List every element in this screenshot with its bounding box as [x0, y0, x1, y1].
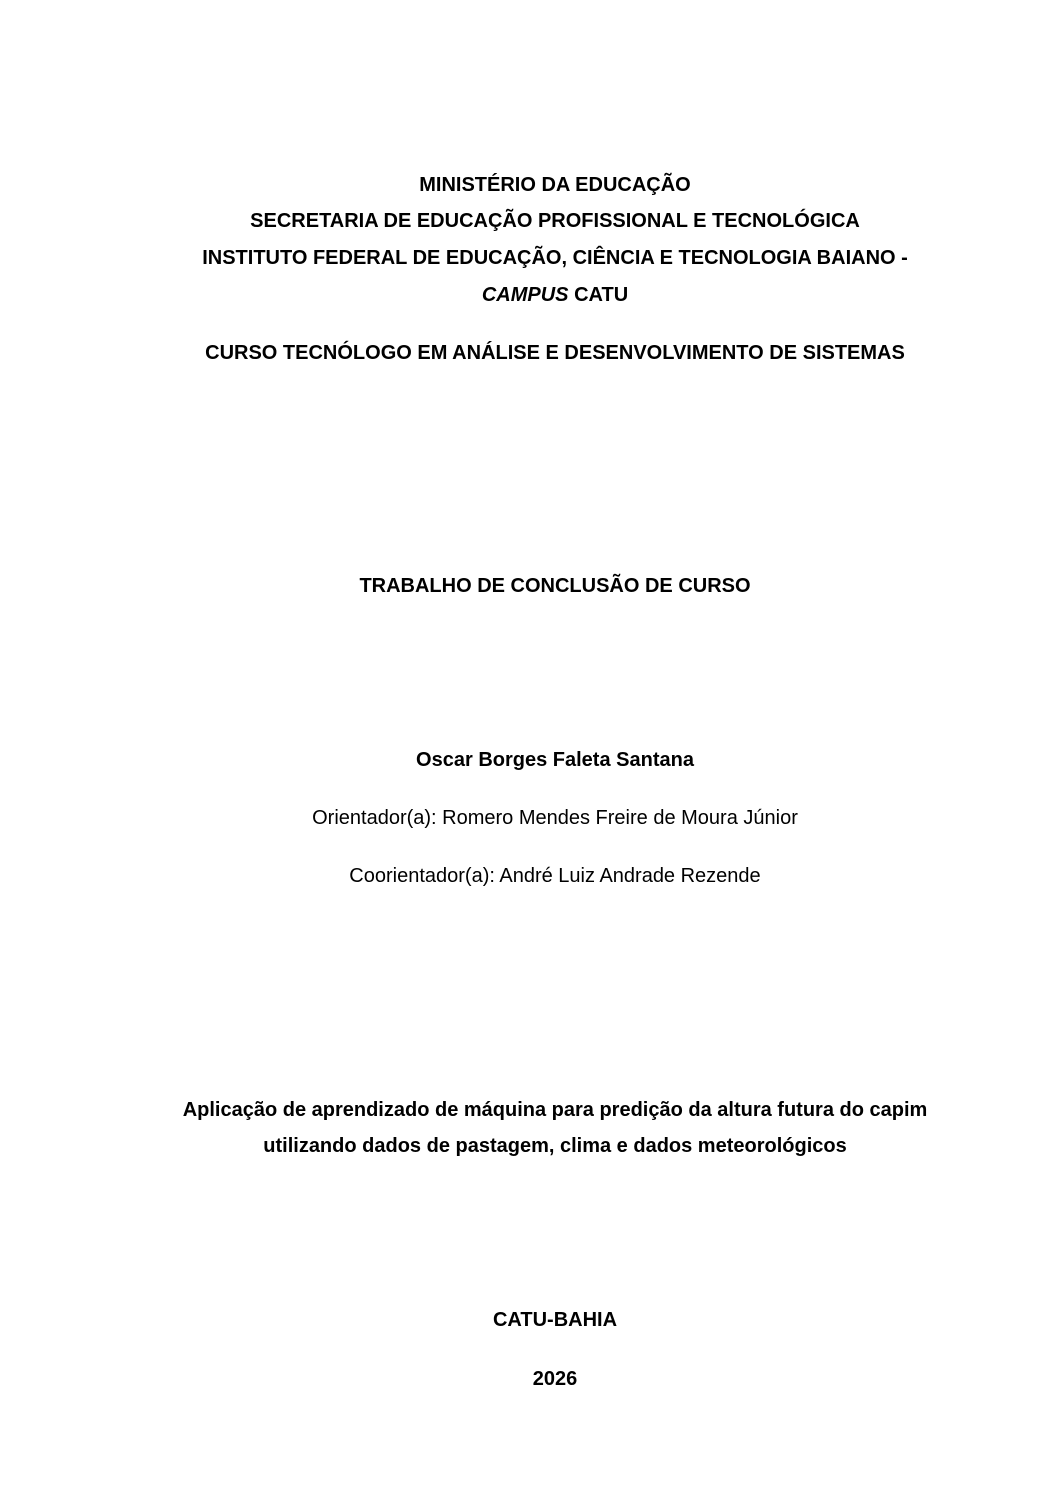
ministry-heading: MINISTÉRIO DA EDUCAÇÃO	[419, 174, 691, 196]
year-label: 2026	[532, 1368, 578, 1390]
campus-name: CATU	[568, 284, 629, 306]
title-line-2: utilizando dados de pastagem, clima e dados meteorológicos	[263, 1135, 847, 1157]
author-name: Oscar Borges Faleta Santana	[416, 749, 694, 771]
work-type-heading: TRABALHO DE CONCLUSÃO DE CURSO	[359, 575, 751, 597]
advisor-line: Orientador(a): Romero Mendes Freire de Moura Júnior	[312, 807, 798, 829]
institute-heading: INSTITUTO FEDERAL DE EDUCAÇÃO, CIÊNCIA E TECNOLOGIA BAIANO -	[202, 247, 908, 269]
campus-heading	[0, 283, 1060, 307]
course-heading: CURSO TECNÓLOGO EM ANÁLISE E DESENVOLVIMENTO DE SISTEMAS	[205, 342, 905, 364]
secretariat-heading: SECRETARIA DE EDUCAÇÃO PROFISSIONAL E TECNOLÓGICA	[250, 210, 860, 232]
co-advisor-line: Coorientador(a): André Luiz Andrade Rezende	[349, 865, 761, 887]
city-label: CATU-BAHIA	[492, 1309, 618, 1331]
title-line-1: Aplicação de aprendizado de máquina para predição da altura futura do capim	[182, 1099, 928, 1121]
campus-label: CAMPUS	[481, 284, 569, 306]
